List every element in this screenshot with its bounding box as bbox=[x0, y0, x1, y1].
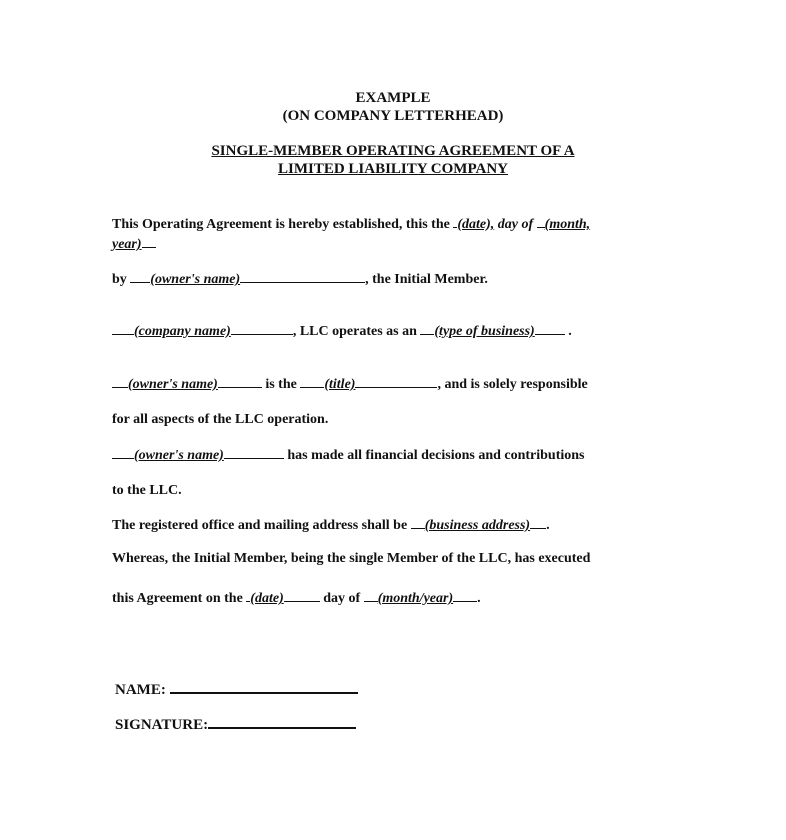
paragraph-operations: for all aspects of the LLC operation. bbox=[112, 412, 329, 427]
year-field: year) bbox=[112, 237, 142, 252]
paragraph-initial-member bbox=[112, 270, 488, 288]
period: . bbox=[568, 324, 572, 339]
example-heading: EXAMPLE bbox=[355, 90, 431, 106]
llc-operates-text: , LLC operates as an bbox=[292, 324, 417, 339]
name-label: NAME: bbox=[115, 682, 166, 698]
month-year-field: (month/year) bbox=[377, 591, 454, 606]
paragraph-execution bbox=[112, 589, 481, 607]
is-the-text: is the bbox=[265, 377, 297, 392]
paragraph-to-llc: to the LLC. bbox=[112, 483, 182, 498]
business-address-field: (business address) bbox=[424, 518, 531, 533]
paragraph-company bbox=[112, 322, 572, 340]
document-title-line2: LIMITED LIABILITY COMPANY bbox=[277, 161, 509, 177]
registered-office-text: The registered office and mailing address shall be bbox=[112, 518, 408, 533]
title-field: (title) bbox=[324, 377, 356, 392]
by-text: by bbox=[112, 272, 127, 287]
day-of-text: day of bbox=[497, 217, 534, 232]
company-name-field: (company name) bbox=[134, 324, 231, 339]
business-type-field: (type of business) bbox=[434, 324, 535, 339]
document-title-line1: SINGLE-MEMBER OPERATING AGREEMENT OF A bbox=[211, 143, 575, 159]
paragraph-address bbox=[112, 516, 550, 534]
date-field: (date), bbox=[457, 217, 495, 232]
period: . bbox=[546, 518, 550, 533]
letterhead-note: (ON COMPANY LETTERHEAD) bbox=[282, 108, 504, 124]
establishment-text: This Operating Agreement is hereby established, this the bbox=[112, 217, 450, 232]
period: . bbox=[477, 591, 481, 606]
owner-name-field-3: (owner's name) bbox=[134, 448, 224, 463]
month-field: (month, bbox=[544, 217, 591, 232]
paragraph-establishment-cont bbox=[112, 235, 156, 253]
solely-responsible-text: , and is solely responsible bbox=[437, 377, 588, 392]
day-of-text-2: day of bbox=[323, 591, 361, 606]
name-line[interactable] bbox=[170, 678, 358, 694]
paragraph-title bbox=[112, 375, 588, 393]
owner-name-field-2: (owner's name) bbox=[128, 377, 218, 392]
signature-label: SIGNATURE: bbox=[115, 717, 209, 733]
date-field-2: (date) bbox=[250, 591, 284, 606]
paragraph-establishment bbox=[112, 215, 590, 233]
signature-row bbox=[115, 713, 356, 734]
paragraph-financial bbox=[112, 446, 585, 464]
paragraph-whereas: Whereas, the Initial Member, being the single Member of the LLC, has executed bbox=[112, 551, 591, 566]
signature-line[interactable] bbox=[208, 713, 356, 729]
name-row bbox=[115, 678, 358, 699]
initial-member-text: , the Initial Member. bbox=[365, 272, 488, 287]
financial-decisions-text: has made all financial decisions and contributions bbox=[287, 448, 585, 463]
agreement-on-text: this Agreement on the bbox=[112, 591, 243, 606]
owner-name-field: (owner's name) bbox=[150, 272, 241, 287]
